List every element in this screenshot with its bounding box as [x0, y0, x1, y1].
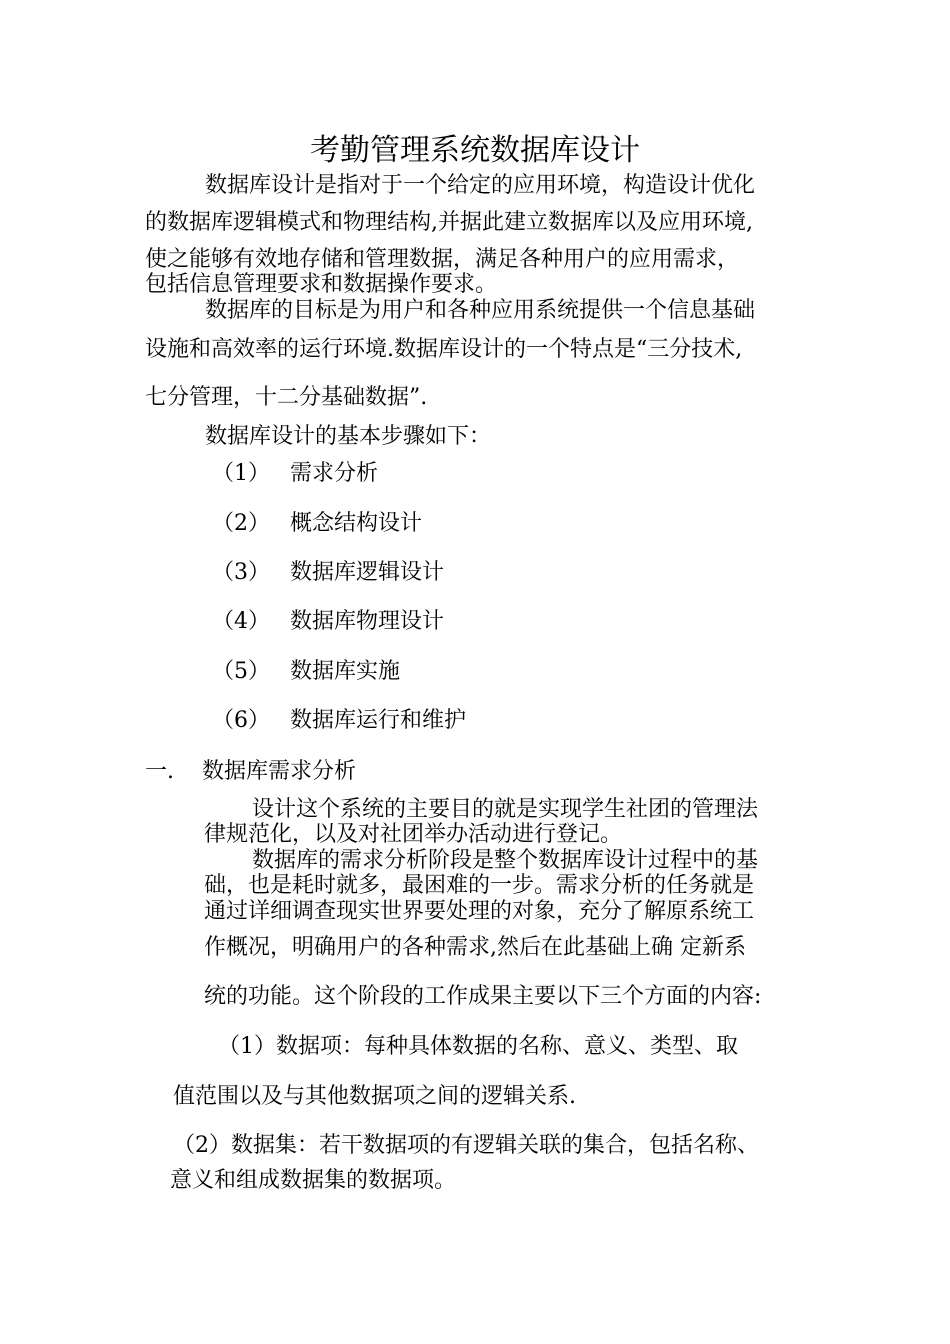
intro-p2-line: 七分管理，十二分基础数据”. [145, 385, 428, 410]
intro-p1-line: 的数据库逻辑模式和物理结构,并据此建立数据库以及应用环境, [145, 210, 753, 235]
step-number: （5） [212, 659, 270, 684]
intro-p1-line: 数据库设计是指对于一个给定的应用环境，构造设计优化 [205, 173, 756, 198]
data-item-line: （2）数据集：若干数据项的有逻辑关联的集合，包括名称、 [173, 1133, 759, 1158]
document-title: 考勤管理系统数据库设计 [310, 133, 640, 168]
section-number: 一. [145, 759, 174, 784]
step-number: （6） [212, 708, 270, 733]
step-number: （1） [212, 461, 270, 486]
step-number: （2） [212, 511, 270, 536]
step-number: （3） [212, 560, 270, 585]
step-text: 概念结构设计 [290, 511, 423, 536]
section-p2-line: 作概况，明确用户的各种需求,然后在此基础上确 定新系 [204, 935, 746, 960]
data-item-line: 值范围以及与其他数据项之间的逻辑关系. [173, 1084, 576, 1109]
intro-p1-line: 使之能够有效地存储和管理数据，满足各种用户的应用需求， [145, 247, 740, 272]
section-p2-line: 数据库的需求分析阶段是整个数据库设计过程中的基 [252, 848, 759, 873]
intro-p1-line: 包括信息管理要求和数据操作要求。 [145, 272, 498, 297]
section-p1-line: 律规范化，以及对社团举办活动进行登记。 [204, 822, 623, 847]
intro-p2-line: 设施和高效率的运行环境.数据库设计的一个特点是“三分技术, [145, 337, 743, 362]
intro-p2-line: 数据库的目标是为用户和各种应用系统提供一个信息基础 [205, 298, 756, 323]
step-number: （4） [212, 609, 270, 634]
data-item-line: （1）数据项：每种具体数据的名称、意义、类型、取 [218, 1034, 738, 1059]
section-p2-line: 统的功能。这个阶段的工作成果主要以下三个方面的内容: [204, 984, 762, 1009]
section-p2-line: 础，也是耗时就多，最困难的一步。需求分析的任务就是 [204, 873, 755, 898]
section-p2-line: 通过详细调查现实世界要处理的对象，充分了解原系统工 [204, 899, 755, 924]
step-text: 数据库运行和维护 [290, 708, 467, 733]
step-text: 数据库物理设计 [290, 609, 445, 634]
steps-intro: 数据库设计的基本步骤如下： [205, 424, 492, 449]
data-item-line: 意义和组成数据集的数据项。 [170, 1168, 457, 1193]
section-title: 数据库需求分析 [202, 759, 357, 784]
step-text: 需求分析 [290, 461, 379, 486]
step-text: 数据库逻辑设计 [290, 560, 445, 585]
section-p1-line: 设计这个系统的主要目的就是实现学生社团的管理法 [252, 797, 759, 822]
step-text: 数据库实施 [290, 659, 401, 684]
